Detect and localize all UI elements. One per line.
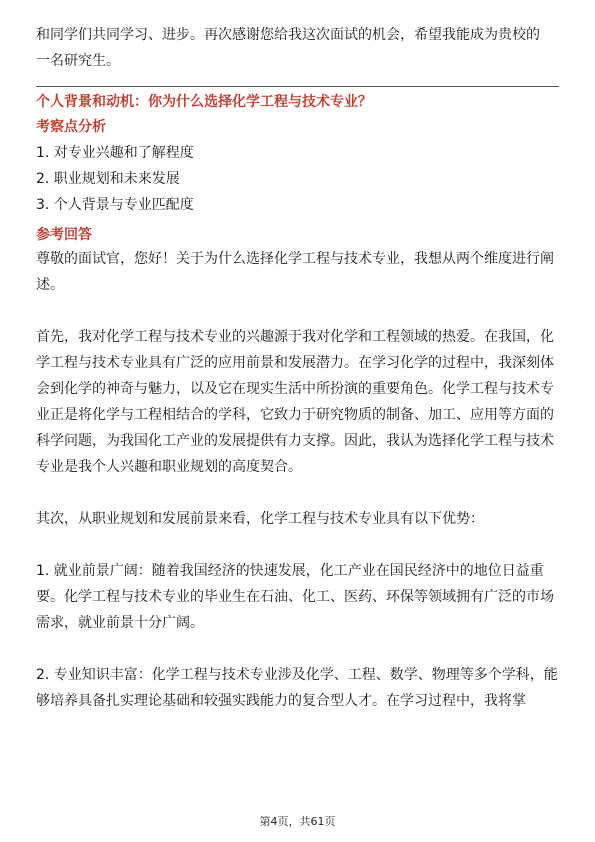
analysis-item: 1. 对专业兴趣和了解程度 (36, 145, 194, 161)
section-divider (36, 86, 559, 87)
answer-paragraph: 2. 专业知识丰富：化学工程与技术专业涉及化学、工程、数学、物理等多个学科，能够培养具备扎实理论基础和较强实践能力的复合型人才。在学习过程中，我将掌 (36, 667, 558, 709)
answer-heading: 参考回答 (36, 227, 92, 243)
answer-paragraph: 其次，从职业规划和发展前景来看，化学工程与技术专业具有以下优势： (36, 511, 484, 527)
page-number-footer: 第4页，共61页 (259, 815, 336, 828)
question-title: 个人背景和动机：你为什么选择化学工程与技术专业？ (36, 94, 372, 110)
answer-paragraph: 1. 就业前景广阔：随着我国经济的快速发展，化工产业在国民经济中的地位日益重要。化学工程与技术专业的毕业生在石油、化工、医药、环保等领域拥有广泛的市场需求，就业前景十分广阔。 (36, 563, 554, 631)
paragraph-gap (36, 480, 559, 506)
paragraph-gap (36, 636, 559, 662)
answer-paragraph: 首先，我对化学工程与技术专业的兴趣源于我对化学和工程领域的热爱。在我国，化学工程与技术专业具有广泛的应用前景和发展潜力。在学习化学的过程中，我深刻体会到化学的神奇与魅力，以及它在现实生活中所扮演的重要角色。化学工程与技术专业正是将化学与工程相结合的学科，它致力于研究物质的制备、加工、应用等方面的科学问题，为我国化工产业的发展提供有力支撑。因此，我认为选择化学工程与技术专业是我个人兴趣和职业规划的高度契合。 (36, 329, 554, 475)
paragraph-gap (36, 298, 559, 324)
page-content (36, 22, 559, 714)
intro-text-line1: 和同学们共同学习、进步。再次感谢您给我这次面试的机会，希望我能成为贵校的 (36, 27, 540, 43)
analysis-item: 3. 个人背景与专业匹配度 (36, 197, 194, 213)
analysis-item: 2. 职业规划和未来发展 (36, 171, 180, 187)
analysis-heading: 考察点分析 (36, 119, 106, 135)
paragraph-gap (36, 532, 559, 558)
answer-paragraph: 尊敬的面试官，您好！关于为什么选择化学工程与技术专业，我想从两个维度进行阐述。 (36, 251, 554, 293)
intro-text-line2: 一名研究生。 (36, 53, 120, 69)
